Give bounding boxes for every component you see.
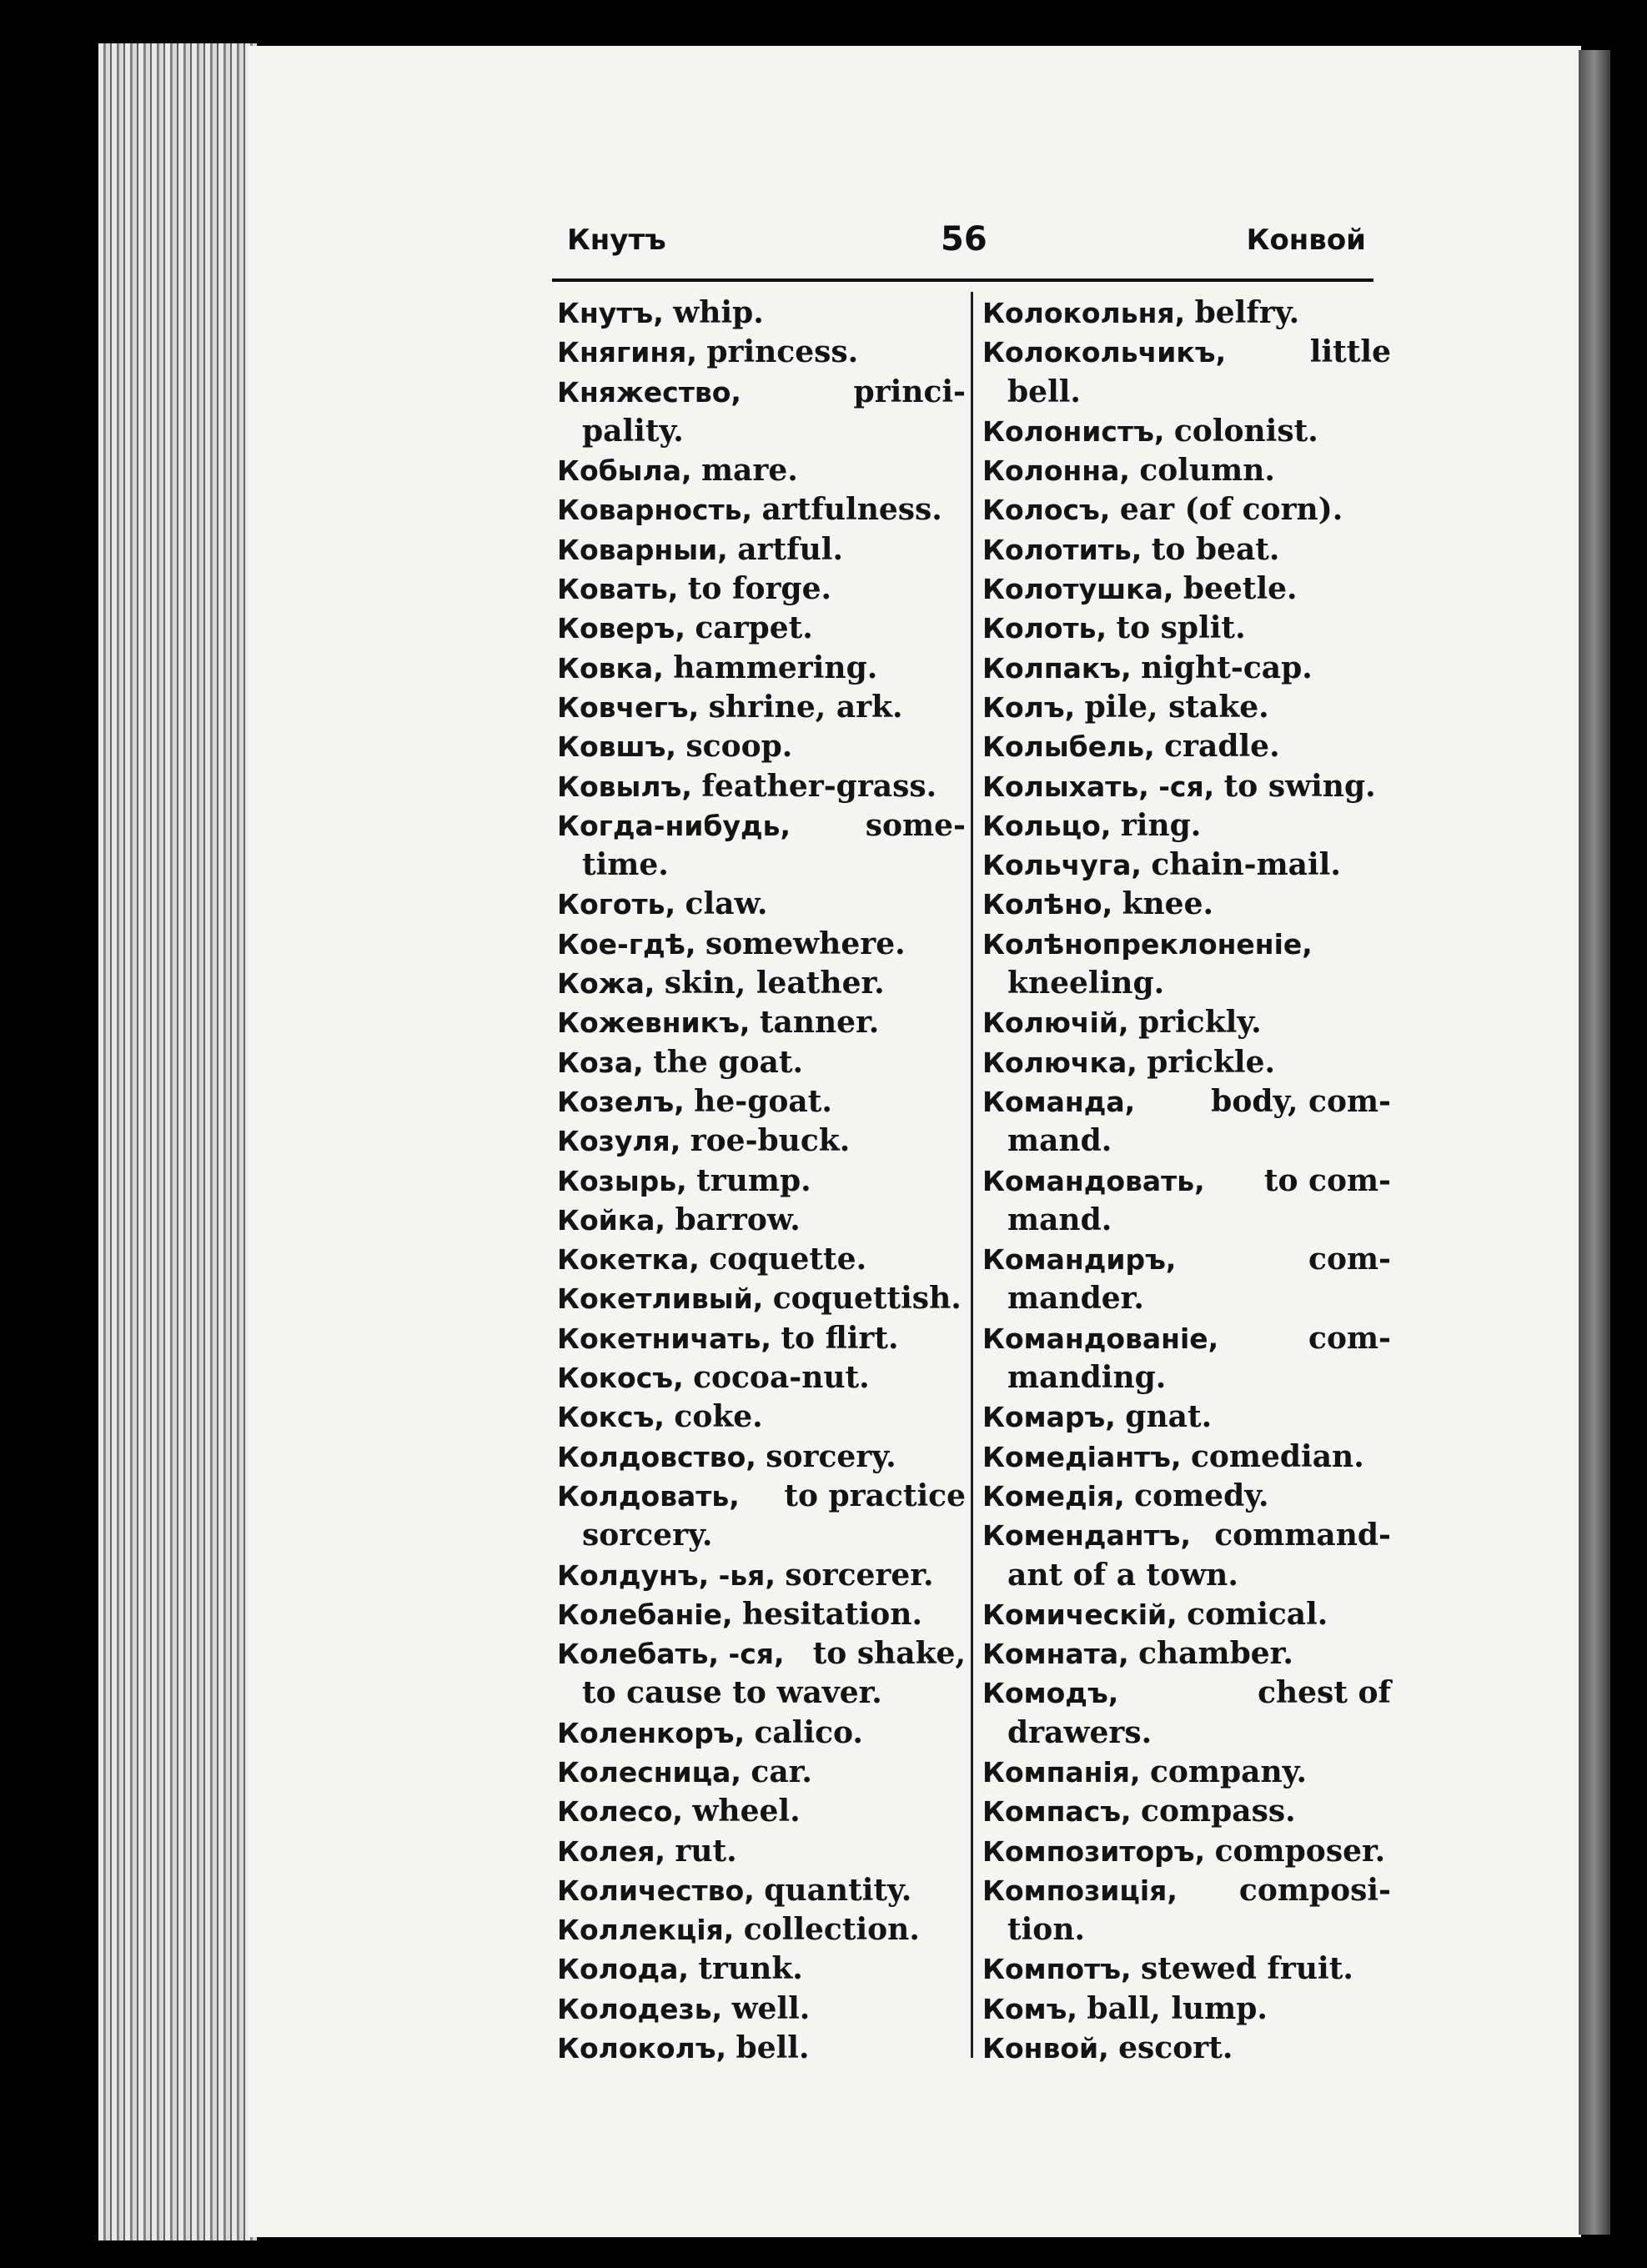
entry-translation: colonist. [1173, 413, 1318, 449]
dictionary-entry [557, 1043, 966, 1082]
entry-headword: Колпакъ, [982, 651, 1132, 685]
entry-translation: princi- [853, 374, 966, 409]
dictionary-entry [982, 845, 1391, 885]
dictionary-entry [557, 1832, 966, 1871]
entry-translation: composer. [1214, 1833, 1386, 1869]
entry-headword: Кнутъ, [557, 297, 664, 329]
entry-translation: collection. [743, 1912, 920, 1948]
entry-continuation: bell. [1007, 374, 1081, 409]
right-column [982, 294, 1391, 2068]
entry-continuation: mand. [1007, 1202, 1112, 1237]
entry-translation: barrow. [675, 1202, 801, 1237]
dictionary-entry [982, 451, 1391, 490]
entry-translation: scoop. [685, 729, 793, 765]
entry-headword: Колея, [557, 1834, 665, 1868]
dictionary-entry [557, 609, 966, 648]
entry-continuation: mander. [1007, 1281, 1144, 1317]
entry-headword: Коллекція, [557, 1914, 735, 1947]
entry-translation: coquettish. [772, 1281, 962, 1317]
entry-translation: he-goat. [694, 1083, 832, 1119]
entry-translation: comedian. [1190, 1438, 1364, 1474]
entry-translation: little [1309, 334, 1391, 370]
entry-translation: roe-buck. [690, 1123, 851, 1159]
entry-headword: Колыхать, -ся, [982, 770, 1215, 803]
dictionary-entry [557, 1556, 966, 1595]
entry-translation: the goat. [653, 1044, 803, 1080]
entry-translation: carpet. [695, 610, 813, 646]
dictionary-entry [982, 1082, 1391, 1121]
entry-translation: chain-mail. [1151, 847, 1341, 883]
dictionary-entry [982, 649, 1391, 688]
entry-continuation: time. [582, 847, 669, 883]
entry-translation: trump. [696, 1162, 811, 1198]
dictionary-entry [557, 1714, 966, 1753]
entry-headword: Колотить, [982, 533, 1142, 566]
entry-headword: Командованіе, [982, 1322, 1219, 1355]
dictionary-entry [557, 688, 966, 727]
entry-headword: Ковылъ, [557, 770, 692, 803]
dictionary-entry [982, 1949, 1391, 1989]
dictionary-entry [557, 649, 966, 688]
dictionary-entry [557, 806, 966, 845]
entry-headword: Команда, [982, 1085, 1136, 1118]
entry-translation: hammering. [673, 650, 878, 685]
entry-continuation: to cause to waver. [582, 1675, 882, 1711]
dictionary-entry [557, 1003, 966, 1042]
dictionary-entry [557, 2029, 966, 2068]
entry-headword: Колебать, -ся, [557, 1638, 785, 1671]
dictionary-entry [557, 1438, 966, 1477]
dictionary-entry [982, 1516, 1391, 1555]
dictionary-entry [982, 1673, 1391, 1713]
dictionary-entry [557, 451, 966, 490]
dictionary-entry [982, 412, 1391, 451]
entry-headword: Когда-нибудь, [557, 809, 791, 842]
left-guide-word: Кнутъ [567, 223, 666, 257]
right-guide-word: Конвой [1246, 223, 1366, 257]
entry-translation: to practice [784, 1478, 966, 1513]
entry-headword: Колдовство, [557, 1440, 756, 1473]
entry-headword: Ковка, [557, 651, 664, 685]
entry-headword: Комедія, [982, 1479, 1125, 1513]
entry-headword: Коленкоръ, [557, 1716, 746, 1749]
entry-headword: Компанія, [982, 1755, 1141, 1789]
entry-headword: Колокольчикъ, [982, 336, 1227, 369]
entry-translation: beetle. [1183, 571, 1298, 607]
entry-headword: Коксъ, [557, 1401, 665, 1434]
entry-headword: Комическій, [982, 1598, 1178, 1631]
dictionary-entry [982, 1753, 1391, 1792]
entry-headword: Ковшъ, [557, 730, 676, 764]
dictionary-entry [982, 1003, 1391, 1042]
entry-headword: Колдовать, [557, 1479, 740, 1513]
dictionary-entry [982, 1043, 1391, 1082]
entry-translation: to com- [1263, 1162, 1391, 1198]
entry-translation: to flirt. [781, 1320, 899, 1356]
dictionary-entry [982, 1477, 1391, 1516]
entry-headword: Колдунъ, -ья, [557, 1558, 776, 1592]
entry-headword: Колосъ, [982, 494, 1111, 527]
entry-headword: Кокетка, [557, 1243, 700, 1277]
entry-translation: command- [1214, 1518, 1391, 1553]
entry-translation: gnat. [1125, 1399, 1213, 1435]
entry-translation: to shake, [812, 1636, 966, 1672]
dictionary-entry [982, 1397, 1391, 1437]
entry-translation: car. [751, 1754, 812, 1789]
entry-headword: Комаръ, [982, 1401, 1116, 1434]
dictionary-entry [557, 1397, 966, 1437]
entry-continuation: mand. [1007, 1123, 1112, 1159]
dictionary-entry [982, 806, 1391, 845]
entry-translation: coke. [674, 1399, 763, 1435]
dictionary-entry [982, 767, 1391, 806]
dictionary-entry [557, 1201, 966, 1240]
entry-translation: coquette. [709, 1242, 867, 1277]
dictionary-entry [557, 1477, 966, 1516]
dictionary-entry [982, 294, 1391, 333]
entry-headword: Колѣно, [982, 888, 1113, 921]
dictionary-entry [557, 333, 966, 372]
entry-translation: body, com- [1211, 1083, 1391, 1119]
column-rule [971, 292, 973, 2058]
entry-translation: night-cap. [1141, 650, 1313, 685]
entry-translation: com- [1308, 1320, 1391, 1356]
dictionary-entry [982, 1990, 1391, 2029]
entry-headword: Козуля, [557, 1125, 681, 1158]
entry-translation: pile, stake. [1084, 689, 1269, 725]
entry-translation: princess. [706, 334, 859, 370]
dictionary-entry [982, 1595, 1391, 1634]
entry-translation: wheel. [692, 1794, 801, 1829]
dictionary-entry [557, 1162, 966, 1201]
entry-translation: ball, lump. [1087, 1990, 1268, 2026]
entry-translation: prickly. [1137, 1005, 1262, 1041]
left-column [557, 294, 966, 2068]
dictionary-entry [557, 1634, 966, 1673]
entry-translation: to beat. [1151, 531, 1280, 567]
entry-continuation: drawers. [1007, 1714, 1152, 1750]
entry-headword: Кожевникъ, [557, 1006, 751, 1040]
entry-headword: Комендантъ, [982, 1519, 1191, 1553]
entry-headword: Койка, [557, 1203, 665, 1237]
entry-headword: Кольчуга, [982, 849, 1142, 882]
entry-translation: artfulness. [761, 492, 942, 528]
entry-continuation: manding. [1007, 1360, 1167, 1396]
entry-translation: com- [1308, 1242, 1391, 1277]
entry-translation: column. [1139, 453, 1275, 489]
dictionary-entry [557, 1949, 966, 1989]
entry-headword: Комъ, [982, 1992, 1077, 2025]
entry-translation: comical. [1187, 1596, 1328, 1632]
entry-translation: bell. [736, 2030, 810, 2066]
dictionary-entry [982, 1438, 1391, 1477]
entry-translation: hesitation. [742, 1596, 922, 1632]
entry-translation: rut. [675, 1833, 737, 1869]
entry-headword: Коверъ, [557, 612, 685, 645]
entry-headword: Колючка, [982, 1046, 1137, 1079]
dictionary-entry [982, 609, 1391, 648]
entry-headword: Колода, [557, 1953, 689, 1986]
entry-translation: sorcerer. [785, 1557, 934, 1593]
entry-translation: skin, leather. [664, 966, 885, 1001]
entry-translation: ring. [1120, 807, 1202, 843]
entry-translation: to split. [1116, 610, 1246, 646]
entry-headword: Количество, [557, 1874, 755, 1907]
entry-headword: Колесница, [557, 1755, 741, 1789]
entry-translation: trunk. [698, 1951, 803, 1987]
entry-headword: Кольцо, [982, 809, 1112, 842]
entry-headword: Колотушка, [982, 573, 1174, 606]
dictionary-entry [982, 1871, 1391, 1910]
book-page-edges [98, 43, 257, 2240]
entry-translation: cradle. [1164, 729, 1280, 765]
dictionary-entry [557, 490, 966, 529]
dictionary-entry [557, 885, 966, 924]
entry-translation: quantity. [764, 1872, 912, 1908]
dictionary-entry [557, 1595, 966, 1634]
dictionary-entry [557, 1871, 966, 1910]
entry-translation: feather-grass. [701, 768, 937, 804]
dictionary-entry [982, 490, 1391, 529]
entry-headword: Княжество, [557, 375, 741, 409]
entry-continuation: tion. [1007, 1912, 1086, 1948]
entry-headword: Композиторъ, [982, 1834, 1206, 1868]
header-rule [552, 278, 1373, 282]
entry-headword: Колѣнопреклоненіе, [982, 927, 1313, 961]
entry-translation: sorcery. [766, 1438, 896, 1474]
entry-translation: knee. [1122, 886, 1214, 922]
entry-headword: Колонистъ, [982, 414, 1165, 448]
dictionary-entry [982, 688, 1391, 727]
entry-headword: Коготь, [557, 888, 676, 921]
entry-translation: some- [865, 807, 966, 843]
dictionary-entry [557, 294, 966, 333]
dictionary-entry [557, 1319, 966, 1358]
dictionary-entry [557, 1279, 966, 1318]
dictionary-entry [557, 1121, 966, 1161]
dictionary-entry [982, 570, 1391, 609]
dictionary-entry [557, 1358, 966, 1397]
dictionary-entry [982, 1240, 1391, 1279]
entry-headword: Кожа, [557, 967, 655, 1001]
page-right-shadow [1579, 50, 1610, 2235]
entry-translation: calico. [754, 1714, 863, 1750]
dictionary-entry [557, 1990, 966, 2029]
dictionary-entry [982, 1319, 1391, 1358]
entry-headword: Кокетливый, [557, 1282, 764, 1316]
entry-translation: cocoa-nut. [693, 1360, 870, 1396]
entry-headword: Колыбель, [982, 730, 1155, 764]
dictionary-entry [982, 2029, 1391, 2068]
entry-headword: Колесо, [557, 1795, 683, 1829]
entry-headword: Конвой, [982, 2032, 1109, 2065]
dictionary-entry [557, 530, 966, 570]
entry-headword: Коварныи, [557, 533, 728, 566]
dictionary-entry [557, 1240, 966, 1279]
entry-headword: Козырь, [557, 1164, 687, 1197]
entry-translation: tanner. [759, 1005, 880, 1041]
entry-headword: Козелъ, [557, 1085, 685, 1118]
dictionary-entry [557, 1910, 966, 1949]
dictionary-entry [557, 373, 966, 412]
dictionary-entry [557, 1792, 966, 1831]
entry-translation: prickle. [1147, 1044, 1276, 1080]
entry-translation: chamber. [1138, 1636, 1293, 1672]
dictionary-entry [982, 1162, 1391, 1201]
dictionary-entry [982, 333, 1391, 372]
entry-headword: Колокольня, [982, 297, 1186, 329]
entry-translation: comedy. [1134, 1478, 1269, 1513]
entry-translation: whip. [673, 295, 764, 330]
entry-translation: shrine, ark. [708, 689, 903, 725]
entry-continuation: sorcery. [582, 1518, 713, 1553]
entry-headword: Компотъ, [982, 1953, 1132, 1986]
entry-headword: Комедіантъ, [982, 1440, 1182, 1473]
entry-headword: Коза, [557, 1046, 644, 1079]
entry-headword: Кобыла, [557, 454, 692, 488]
dictionary-entry [557, 767, 966, 806]
dictionary-entry [982, 727, 1391, 766]
entry-headword: Командиръ, [982, 1243, 1177, 1277]
entry-headword: Колоть, [982, 612, 1107, 645]
entry-translation: claw. [685, 886, 768, 922]
page-number: 56 [941, 220, 987, 258]
entry-translation: artful. [737, 531, 843, 567]
entry-continuation: kneeling. [1007, 966, 1165, 1001]
entry-headword: Колодезь, [557, 1992, 723, 2025]
entry-translation: well. [731, 1990, 811, 2026]
entry-headword: Кое-гдѣ, [557, 927, 696, 961]
entry-headword: Кокетничать, [557, 1322, 771, 1355]
entry-headword: Компасъ, [982, 1795, 1132, 1829]
entry-headword: Ковчегъ, [557, 690, 700, 724]
entry-headword: Колебаніе, [557, 1598, 733, 1631]
entry-translation: mare. [700, 453, 798, 489]
entry-headword: Кокосъ, [557, 1362, 684, 1395]
running-head [567, 220, 1368, 265]
entry-headword: Комната, [982, 1638, 1129, 1671]
dictionary-entry [982, 530, 1391, 570]
entry-headword: Колонна, [982, 454, 1130, 488]
entry-headword: Колоколъ, [557, 2032, 727, 2065]
entry-headword: Колъ, [982, 690, 1076, 724]
dictionary-entry [557, 727, 966, 766]
dictionary-entry [557, 1753, 966, 1792]
entry-headword: Командовать, [982, 1164, 1205, 1197]
entry-translation: ear (of corn). [1119, 492, 1343, 528]
entry-translation: to forge. [687, 571, 832, 607]
entry-headword: Ковать, [557, 573, 679, 606]
entry-translation: somewhere. [705, 926, 906, 961]
entry-translation: compass. [1141, 1794, 1296, 1829]
dictionary-entry [982, 1832, 1391, 1871]
dictionary-entry [557, 1082, 966, 1121]
entry-continuation: pality. [582, 413, 684, 449]
entry-headword: Композиція, [982, 1874, 1178, 1907]
entry-translation: escort. [1118, 2030, 1233, 2066]
entry-headword: Комодъ, [982, 1677, 1119, 1710]
entry-headword: Княгиня, [557, 336, 697, 369]
dictionary-entry [557, 925, 966, 964]
dictionary-entry [982, 885, 1391, 924]
entry-headword: Коварность, [557, 494, 752, 527]
entry-translation: composi- [1238, 1872, 1391, 1908]
entry-headword: Колючій, [982, 1006, 1129, 1040]
dictionary-entry [982, 925, 1391, 964]
dictionary-entry [982, 1634, 1391, 1673]
entry-translation: company. [1149, 1754, 1307, 1789]
entry-translation: chest of [1258, 1675, 1391, 1711]
entry-translation: to swing. [1223, 768, 1376, 804]
entry-translation: belfry. [1194, 295, 1300, 330]
dictionary-entry [982, 1792, 1391, 1831]
entry-translation: stewed fruit. [1141, 1951, 1353, 1987]
dictionary-entry [557, 964, 966, 1003]
entry-continuation: ant of a town. [1007, 1557, 1238, 1593]
dictionary-entry [557, 570, 966, 609]
